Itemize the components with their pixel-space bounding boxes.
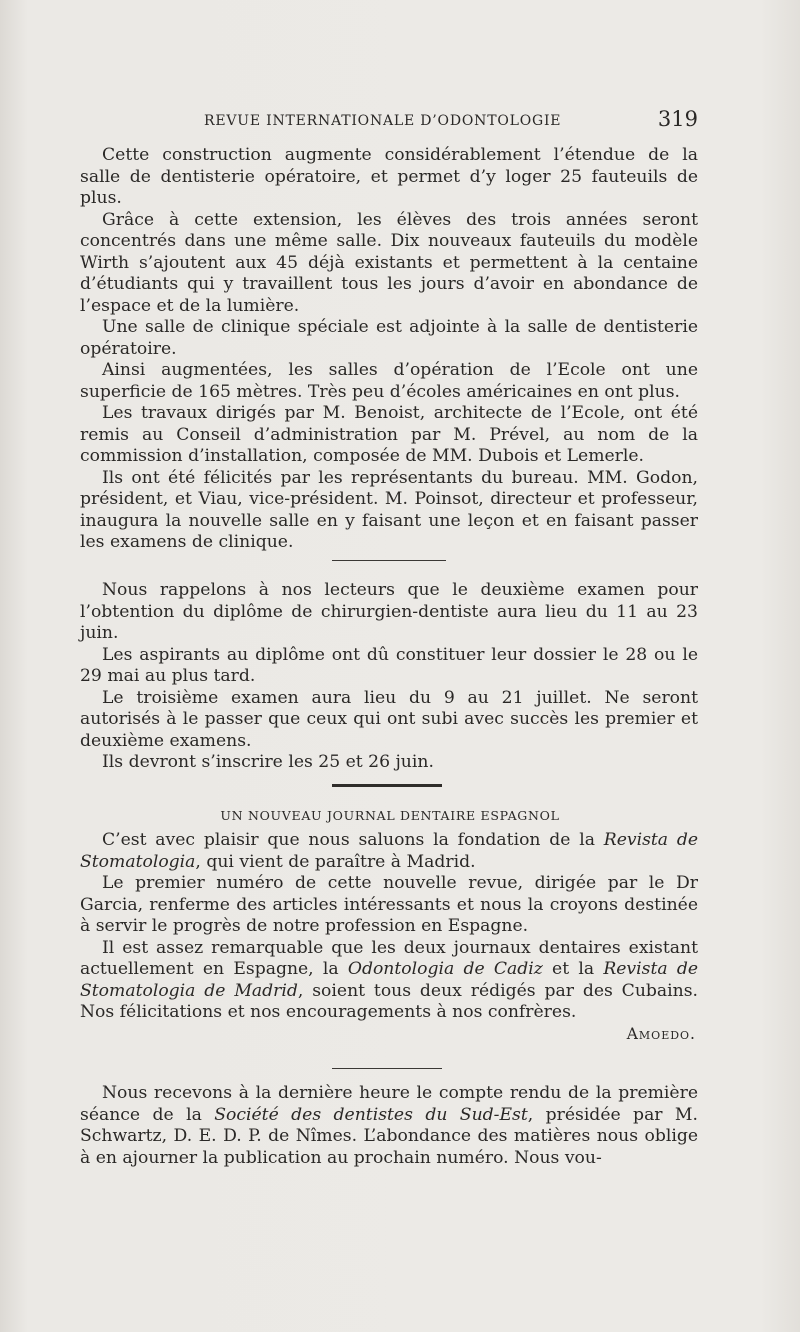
section-school-extension	[80, 145, 698, 554]
paragraph	[80, 938, 698, 1024]
section-divider	[332, 560, 446, 561]
paragraph: Une salle de clinique spéciale est adjointe à la salle de dentisterie opératoire.	[80, 317, 698, 359]
text-run: Il est assez remarquable que les deux journaux dentaires existant actuellement en Espagne, la	[80, 937, 698, 979]
paragraph: Les travaux dirigés par M. Benoist, architecte de l’Ecole, ont été remis au Conseil d’administration par M. Prével, au nom de la commission d’installation, composée de MM. Dubois et Lemerle.	[80, 403, 698, 466]
section-society-report	[80, 1083, 698, 1169]
journal-title: Revista de Stomatologia de Madrid	[80, 959, 699, 1001]
text-run: C’est avec plaisir que nous saluons la fondation de la	[102, 830, 604, 850]
paragraph: Le troisième examen aura lieu du 9 au 21 juillet. Ne seront autorisés à le passer que ceux qui ont subi avec succès les premier et deuxième examens.	[80, 687, 698, 751]
running-title: REVUE INTERNATIONALE D’ODONTOLOGIE	[204, 113, 562, 129]
paragraph: Le premier numéro de cette nouvelle revue, dirigée par le Dr Garcia, renferme des articles intéressants et nous la croyons destinée à servir le progrès de notre profession en Espagne.	[80, 873, 698, 936]
society-name: Société des dentistes du Sud-Est	[214, 1104, 528, 1125]
journal-title: Revista de Stomatologia	[80, 830, 698, 872]
text-run: , soient tous deux rédigés par des Cubains. Nos félicitations et nos encouragements à nos confrères.	[80, 980, 698, 1022]
journal-title: Odontologia de Cadiz	[347, 959, 543, 979]
page-number: 319	[657, 107, 698, 131]
paragraph: Ils devront s’inscrire les 25 et 26 juin.	[102, 752, 434, 772]
page-header	[80, 107, 700, 137]
section-spanish-journal	[80, 830, 698, 1045]
paragraph: Ainsi augmentées, les salles d’opération de l’Ecole ont une superficie de 165 mètres. Très peu d’écoles américaines en ont plus.	[80, 360, 698, 402]
paragraph: Les aspirants au diplôme ont dû constituer leur dossier le 28 ou le 29 mai au plus tard.	[80, 644, 698, 686]
section-divider-bold	[332, 784, 442, 787]
section-title: UN NOUVEAU JOURNAL DENTAIRE ESPAGNOL	[220, 808, 560, 823]
author-signature: Amoedo.	[626, 1024, 696, 1043]
text-run: Nous recevons à la dernière heure le compte rendu de la première séance de la	[80, 1083, 698, 1125]
text-run: , qui vient de paraître à Madrid.	[195, 851, 476, 872]
section-exam-notice	[80, 580, 698, 774]
paragraph	[80, 1083, 698, 1169]
text-run: , présidée par M. Schwartz, D. E. D. P. de Nîmes. L’abondance des matières nous oblige à en ajourner la publication au prochain numéro. Nous vou-	[80, 1104, 698, 1168]
paragraph: Grâce à cette extension, les élèves des trois années seront concentrés dans une même salle. Dix nouveaux fauteuils du modèle Wirth s’ajoutent aux 45 déjà existants et permettent à la centaine d’étudiants qui y travaillent tous les jours d’avoir en abondance de l’espace et de la lumière.	[80, 209, 698, 316]
text-run: et la	[542, 959, 604, 979]
paragraph: Cette construction augmente considérablement l’étendue de la salle de dentisterie opératoire, et permet d’y loger 25 fauteuils de plus.	[80, 145, 698, 208]
paragraph: Ils ont été félicités par les représentants du bureau. MM. Godon, président, et Viau, vice-président. M. Poinsot, directeur et professeur, inaugura la nouvelle salle en y faisant une leçon et en faisant passer les examens de clinique.	[80, 467, 698, 552]
paragraph: Nous rappelons à nos lecteurs que le deuxième examen pour l’obtention du diplôme de chirurgien-dentiste aura lieu du 11 au 23 juin.	[80, 580, 698, 643]
paragraph	[80, 830, 698, 873]
section-divider	[332, 1068, 442, 1069]
